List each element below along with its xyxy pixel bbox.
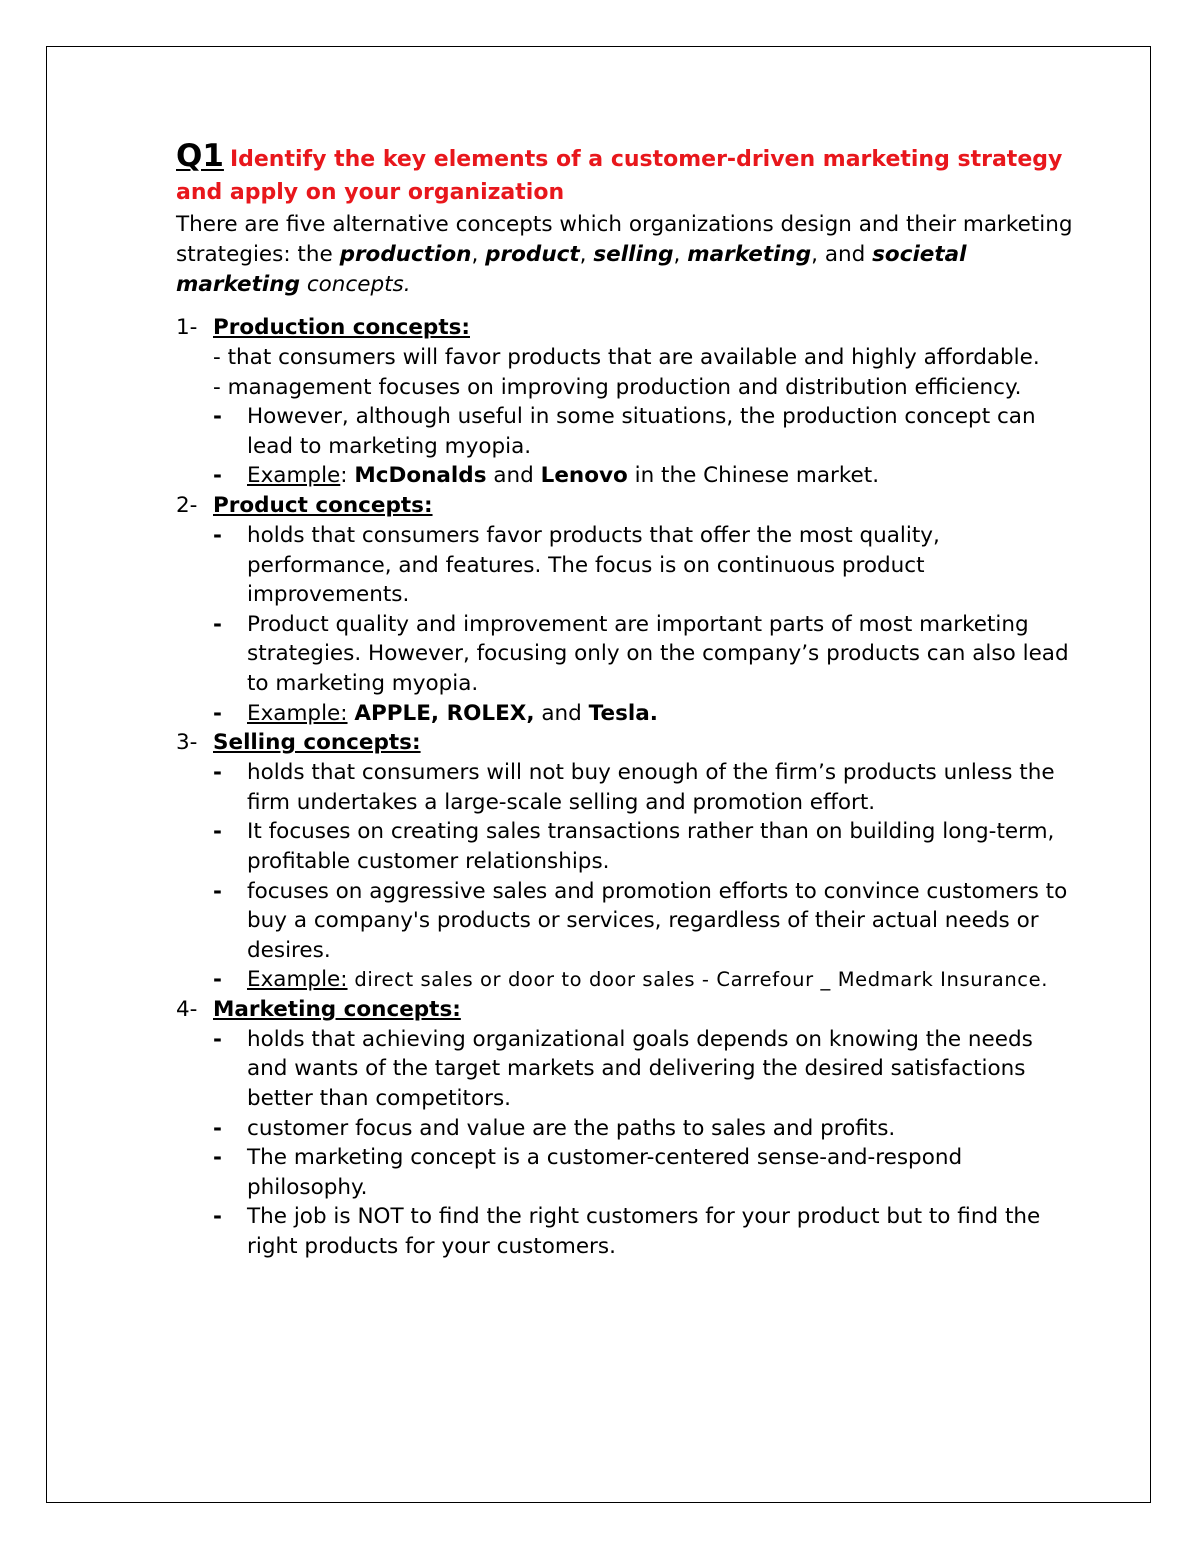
list-item: - Product quality and improvement are important parts of most marketing strategies. However, focusing only on the company’s products can also lead to marketing myopia. [213, 611, 1069, 696]
list-item: - The marketing concept is a customer-centered sense-and-respond philosophy. [213, 1145, 963, 1200]
question-text: Identify the key elements of a customer-driven marketing strategy and apply on your organization [176, 147, 1063, 205]
section-production [176, 313, 1076, 491]
section-heading: 3- Selling concepts: [176, 730, 421, 756]
intro-paragraph: There are five alternative concepts which organizations design and their marketing strategies: the production, product, selling, marketing, and societal marketing concepts. [176, 212, 1073, 297]
example-item: - Example: McDonalds and Lenovo in the Chinese market. [213, 463, 880, 489]
document-body [176, 140, 1076, 1262]
list-item: - However, although useful in some situations, the production concept can lead to marketing myopia. [213, 404, 1036, 459]
list-item: - holds that achieving organizational goals depends on knowing the needs and wants of the target markets and delivering the desired satisfactions better than competitors. [213, 1026, 1033, 1112]
list-item: - holds that consumers will not buy enough of the firm’s products unless the firm undertakes a large-scale selling and promotion effort. [213, 760, 1055, 815]
term-selling: selling [593, 242, 674, 267]
term-societal-marketing: societal marketing [176, 242, 967, 297]
list-item: - The job is NOT to find the right customers for your product but to find the right products for your customers. [213, 1204, 1041, 1260]
section-heading: 2- Product concepts: [176, 492, 433, 518]
example-item: - Example: direct sales or door to door sales - Carrefour _ Medmark Insurance. [213, 967, 1049, 993]
section-heading: 4- Marketing concepts: [176, 996, 461, 1022]
question-title [176, 140, 1076, 209]
term-production: production [339, 242, 472, 267]
term-product: product [485, 242, 580, 267]
section-product [176, 491, 1076, 728]
question-number: Q1 [176, 138, 224, 174]
section-selling [176, 728, 1076, 995]
section-marketing [176, 995, 1076, 1262]
list-item: - It focuses on creating sales transactions rather than on building long-term, profitable customer relationships. [213, 819, 1055, 874]
term-marketing: marketing [687, 242, 812, 267]
list-item: - management focuses on improving production and distribution efficiency. [213, 374, 1022, 400]
list-item: - customer focus and value are the paths to sales and profits. [213, 1115, 896, 1141]
example-item: - Example: APPLE, ROLEX, and Tesla. [213, 700, 658, 726]
list-item: - holds that consumers favor products that offer the most quality, performance, and features. The focus is on continuous product improvements. [213, 522, 940, 608]
list-item: - focuses on aggressive sales and promotion efforts to convince customers to buy a company's products or services, regardless of their actual needs or desires. [213, 878, 1068, 963]
list-item: - that consumers will favor products that are available and highly affordable. [213, 345, 1040, 370]
section-heading: 1- Production concepts: [176, 315, 470, 340]
